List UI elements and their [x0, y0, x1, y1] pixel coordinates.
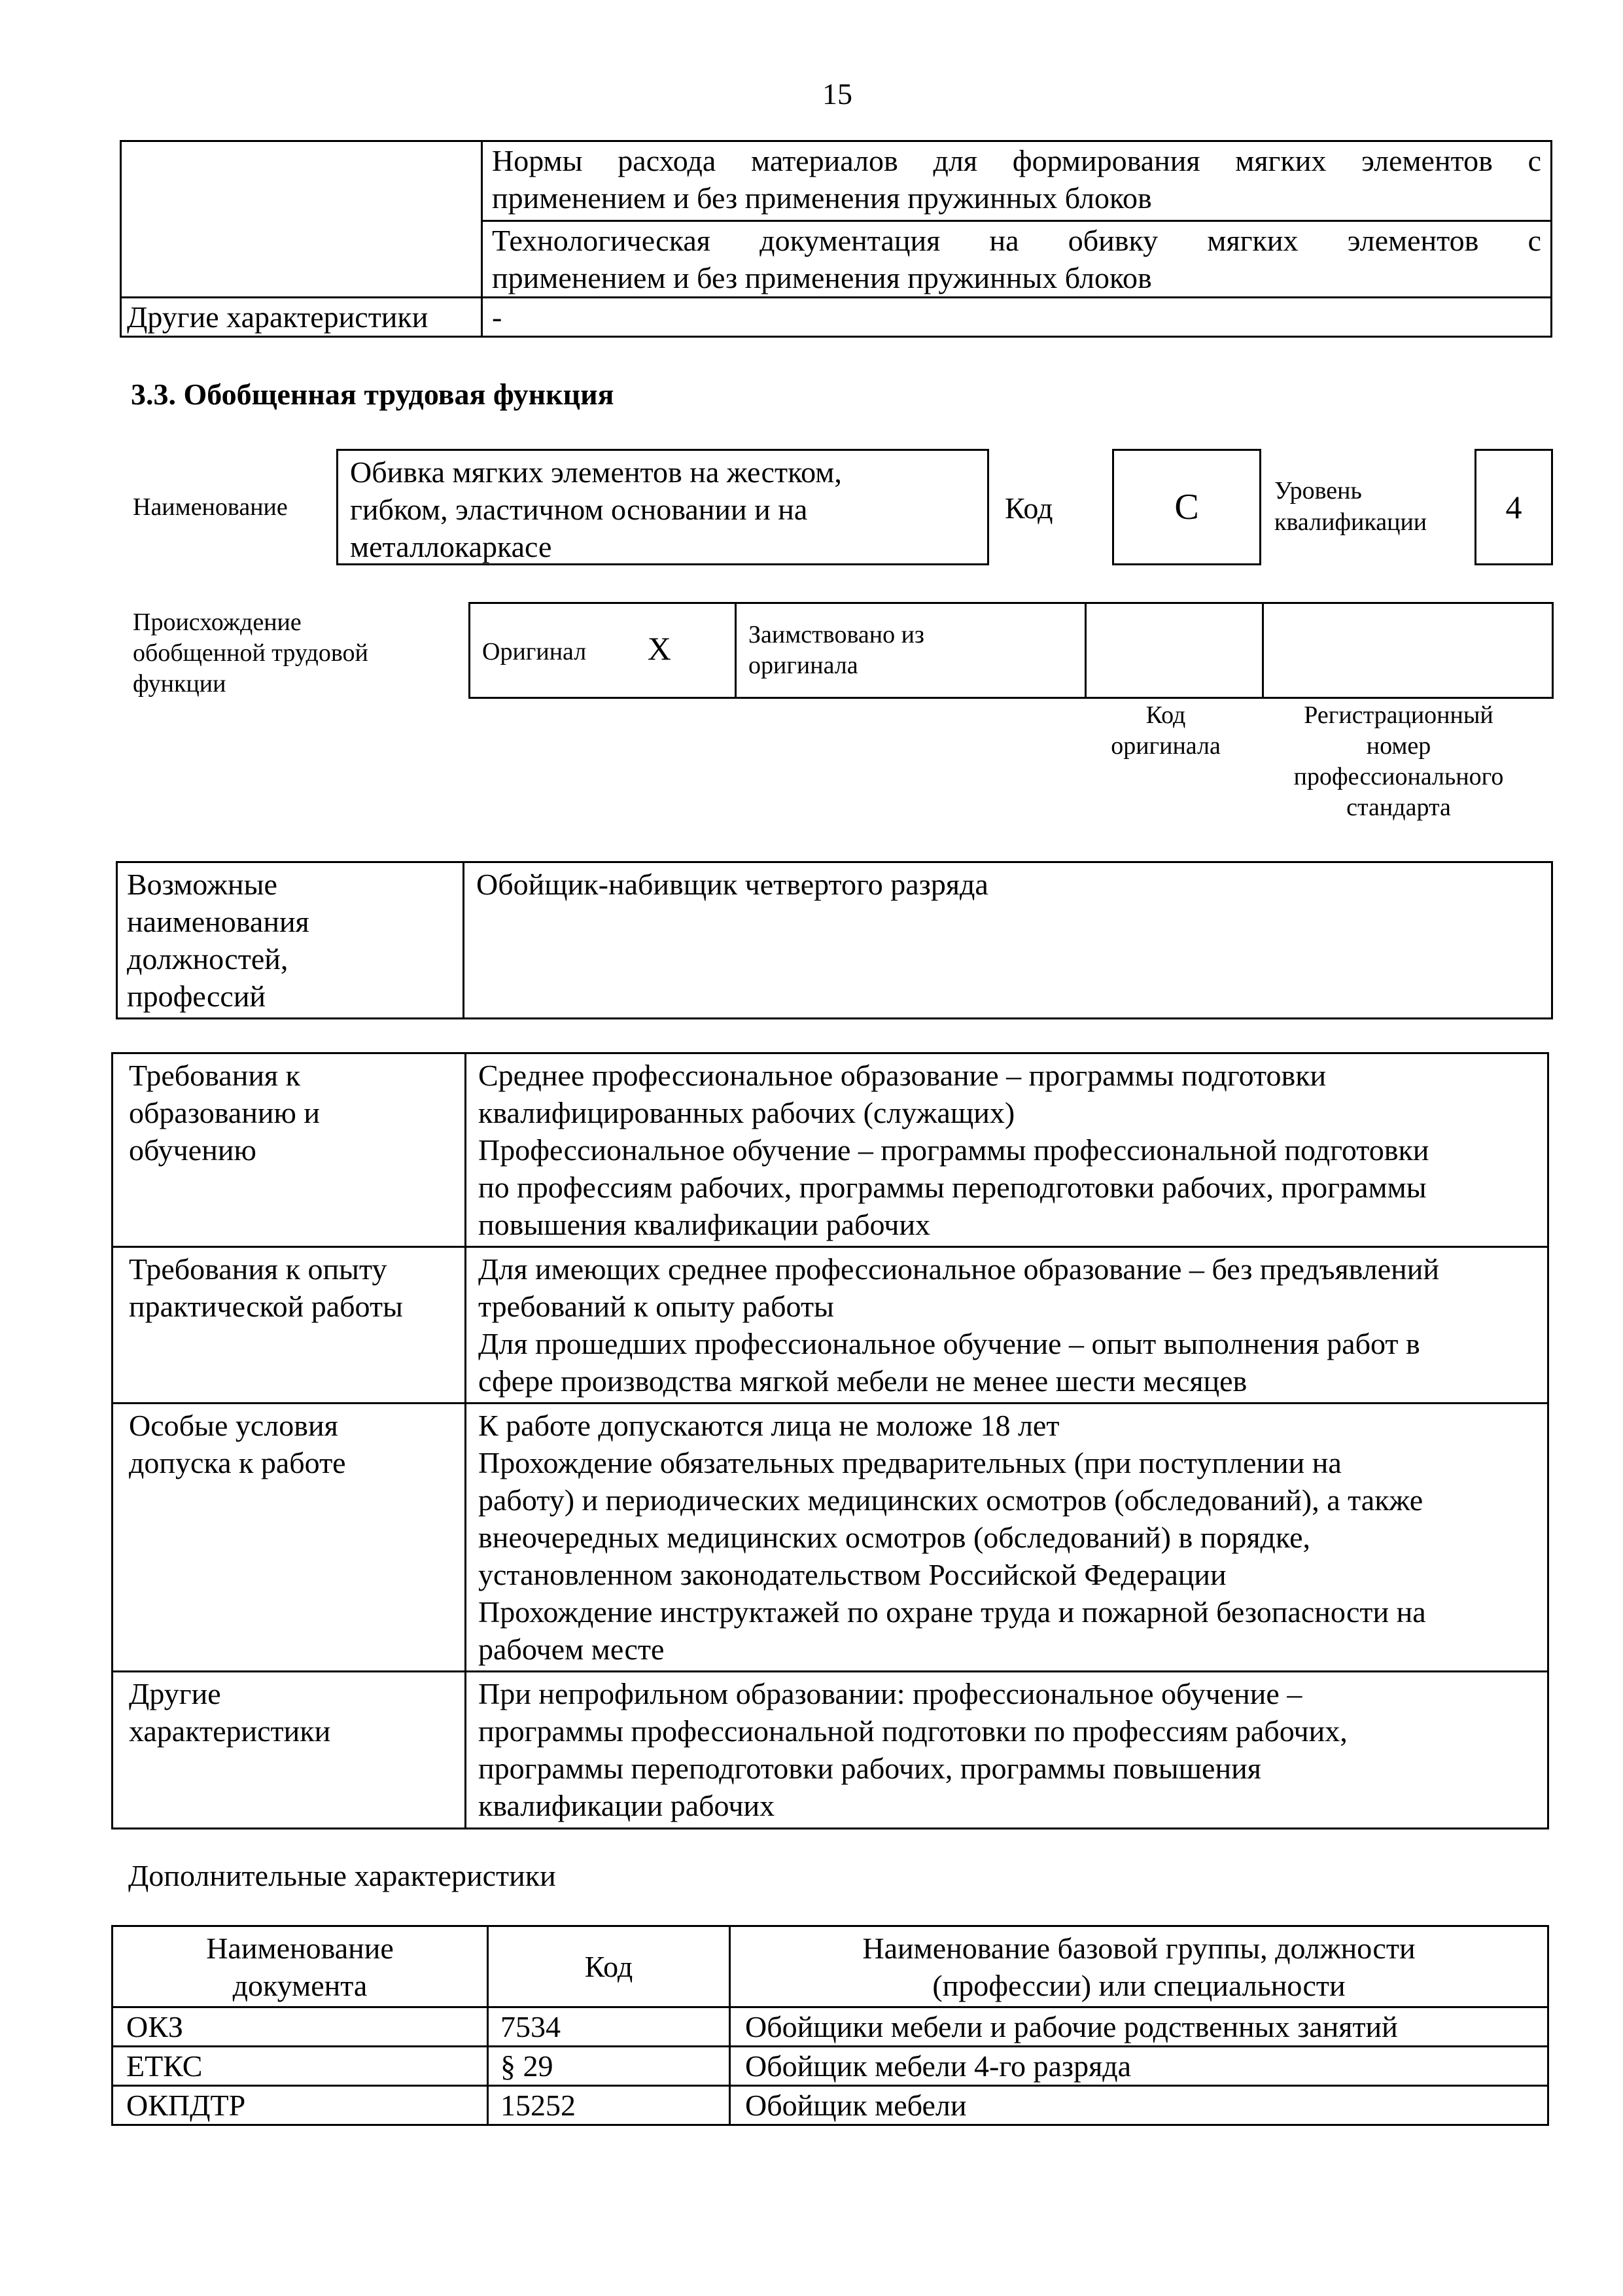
level-label: Уровень квалификации [1274, 477, 1427, 536]
table-row [113, 1672, 1548, 1829]
cell-doc: ЕТКС [113, 2047, 488, 2086]
table-row [113, 2086, 1548, 2125]
header-group-name: Наименование базовой группы, должности (профессии) или специальности [730, 1926, 1548, 2007]
cell-code: 15252 [488, 2086, 730, 2125]
name-label: Наименование [133, 493, 288, 521]
req-other-label: Другие характеристики [113, 1672, 466, 1829]
req-education-label: Требования к образованию и обучению [113, 1053, 466, 1247]
origin-label: Происхождение обобщенной трудовой функции [133, 609, 368, 698]
reg-number-caption: Регистрационный номер профессионального стандарта [1293, 701, 1504, 821]
table-header-row [113, 1926, 1548, 2007]
top-table [120, 140, 1552, 338]
cell-group: Обойщики мебели и рабочие родственных занятий [730, 2007, 1548, 2047]
origin-reg-cell [1263, 603, 1553, 698]
top-row-other-label: Другие характеристики [121, 298, 482, 337]
gtf-name-line: гибком, эластичном основании и на [350, 493, 808, 526]
original-mark: X [647, 630, 671, 667]
req-experience-value: Для имеющих среднее профессиональное образование – без предъявлений требований к опыту работы Для прошедших профессиональное обучение – опыт выполнения работ в сфере производства мягкой мебели не менее шести месяцев [466, 1247, 1548, 1404]
gtf-name-line: металлокаркасе [350, 530, 552, 563]
req-education-value: Среднее профессиональное образование – программы подготовки квалифицированных рабочих (служащих) Профессиональное обучение – программы профессиональной подготовки по профессиям рабочих, программы переподготовки рабочих, программы повышения квалификации рабочих [466, 1053, 1548, 1247]
gtf-level-box [1475, 449, 1553, 565]
req-other-value: При непрофильном образовании: профессиональное обучение – программы профессиональной подготовки по профессиям рабочих, программы переподготовки рабочих, программы повышения квалификации рабочих [466, 1672, 1548, 1829]
top-row-left [121, 141, 482, 221]
gtf-name-line: Обивка мягких элементов на жестком, [350, 455, 842, 489]
origin-borrowed-cell: Заимствовано из оригинала [736, 603, 1086, 698]
additional-title: Дополнительные характеристики [128, 1859, 556, 1892]
positions-label: Возможные наименования должностей, профессий [117, 862, 464, 1019]
table-row [121, 221, 1552, 298]
section-title: 3.3. Обобщенная трудовая функция [131, 378, 614, 411]
top-row-norms: Нормы расхода материалов для формирования мягких элементов с применением и без применения пружинных блоков [482, 141, 1552, 221]
top-row-tech-doc: Технологическая документация на обивку мягких элементов с применением и без применения пружинных блоков [482, 221, 1552, 298]
table-row [113, 2047, 1548, 2086]
gtf-level-value: 4 [1505, 489, 1522, 525]
header-code: Код [488, 1926, 730, 2007]
positions-table [116, 861, 1553, 1019]
gtf-code-box [1112, 449, 1261, 565]
cell-doc: ОКЗ [113, 2007, 488, 2047]
table-row [113, 1053, 1548, 1247]
origin-code-cell [1086, 603, 1263, 698]
req-experience-label: Требования к опыту практической работы [113, 1247, 466, 1404]
table-row [117, 862, 1552, 1019]
table-row [113, 2007, 1548, 2047]
requirements-table [111, 1052, 1549, 1829]
header-doc-name: Наименование документа [113, 1926, 488, 2007]
req-special-value: К работе допускаются лица не моложе 18 лет Прохождение обязательных предварительных (при поступлении на работу) и периодических медицинских осмотров (обследований), а также внеочередных медицинских осмотров (обследований) в порядке, установленном законодательством Российской Федерации Прохождение инструктажей по охране труда и пожарной безопасности на рабочем месте [466, 1404, 1548, 1672]
positions-value: Обойщик-набивщик четвертого разряда [464, 862, 1552, 1019]
top-row-left [121, 221, 482, 298]
additional-table [111, 1925, 1549, 2126]
original-label: Оригинал [482, 638, 587, 665]
top-row-other-value: - [482, 298, 1552, 337]
gtf-code-value: C [1174, 487, 1199, 527]
cell-group: Обойщик мебели 4-го разряда [730, 2047, 1548, 2086]
cell-code: § 29 [488, 2047, 730, 2086]
cell-code: 7534 [488, 2007, 730, 2047]
req-special-label: Особые условия допуска к работе [113, 1404, 466, 1672]
table-row [113, 1247, 1548, 1404]
code-original-caption: Код оригинала [1111, 701, 1221, 760]
cell-group: Обойщик мебели [730, 2086, 1548, 2125]
code-label: Код [1005, 491, 1053, 525]
table-row [113, 1404, 1548, 1672]
table-row [121, 141, 1552, 221]
origin-table [468, 602, 1554, 699]
table-row [121, 298, 1552, 337]
cell-doc: ОКПДТР [113, 2086, 488, 2125]
page-number: 15 [822, 77, 852, 111]
origin-original-cell [470, 603, 736, 698]
gtf-name-box [336, 449, 989, 565]
